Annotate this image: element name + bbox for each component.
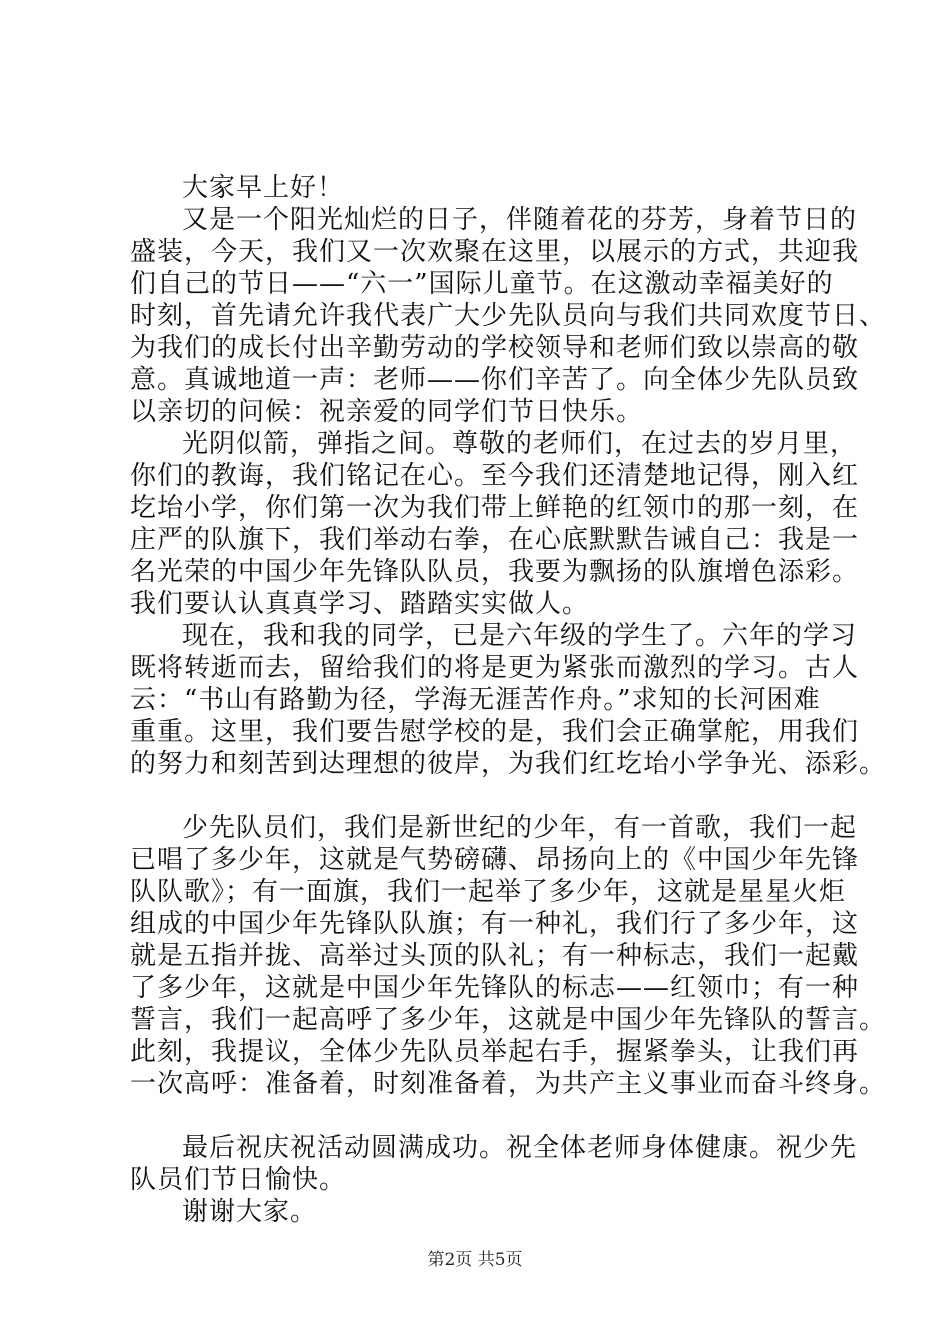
paragraph-1-line-4: 时刻，首先请允许我代表广大少先队员向与我们共同欢度节日、 (130, 301, 887, 331)
paragraph-2-line-4: 庄严的队旗下，我们举动右拳，在心底默默告诫自己：我是一 (130, 525, 860, 555)
paragraph-2-line-6: 我们要认认真真学习、踏踏实实做人。 (130, 589, 590, 619)
document-body (130, 172, 887, 1228)
paragraph-4-line-1: 少先队员们，我们是新世纪的少年，有一首歌，我们一起 (182, 813, 858, 843)
paragraph-3-line-1: 现在，我和我的同学，已是六年级的学生了。六年的学习 (182, 621, 858, 651)
paragraph-2-line-1: 光阴似箭，弹指之间。尊敬的老师们，在过去的岁月里， (182, 429, 858, 459)
page-footer: 第2页 共5页 (427, 1250, 523, 1270)
paragraph-1-line-7: 以亲切的问候：祝亲爱的同学们节日快乐。 (130, 397, 644, 427)
paragraph-3-line-3: 云：“书山有路勤为径，学海无涯苦作舟。”求知的长河困难 (130, 685, 821, 715)
paragraph-3-line-2: 既将转逝而去，留给我们的将是更为紧张而激烈的学习。古人 (130, 653, 860, 683)
paragraph-gap (130, 1100, 850, 1132)
paragraph-4-line-6: 了多少年，这就是中国少年先锋队的标志——红领巾；有一种 (130, 973, 860, 1003)
paragraph-2-line-5: 名光荣的中国少年先锋队队员，我要为飘扬的队旗增色添彩。 (130, 557, 860, 587)
paragraph-4-line-2: 已唱了多少年，这就是气势磅礴、昂扬向上的《中国少年先锋 (130, 845, 860, 875)
paragraph-4-line-7: 誓言，我们一起高呼了多少年，这就是中国少年先锋队的誓言。 (130, 1005, 887, 1035)
closing-line: 谢谢大家。 (182, 1197, 318, 1227)
paragraph-4-line-4: 组成的中国少年先锋队队旗；有一种礼，我们行了多少年，这 (130, 909, 860, 939)
paragraph-4-line-3: 队队歌》；有一面旗，我们一起举了多少年，这就是星星火炬 (130, 877, 847, 907)
paragraph-1-line-1: 又是一个阳光灿烂的日子，伴随着花的芬芳，身着节日的 (182, 205, 858, 235)
paragraph-1-line-2: 盛装，今天，我们又一次欢聚在这里，以展示的方式，共迎我 (130, 237, 860, 267)
greeting-line: 大家早上好！ (182, 173, 345, 203)
paragraph-2-line-2: 你们的教诲，我们铭记在心。至今我们还清楚地记得，刚入红 (130, 461, 860, 491)
paragraph-2-line-3: 圪坮小学，你们第一次为我们带上鲜艳的红领巾的那一刻，在 (130, 493, 860, 523)
paragraph-4-line-8: 此刻，我提议，全体少先队员举起右手，握紧拳头，让我们再 (130, 1037, 860, 1067)
paragraph-3-line-4: 重重。这里，我们要告慰学校的是，我们会正确掌舵，用我们 (130, 717, 860, 747)
paragraph-4-line-9: 一次高呼：准备着，时刻准备着，为共产主义事业而奋斗终身。 (130, 1069, 887, 1099)
paragraph-1-line-6: 意。真诚地道一声：老师——你们辛苦了。向全体少先队员致 (130, 365, 860, 395)
paragraph-1-line-5: 为我们的成长付出辛勤劳动的学校领导和老师们致以崇高的敬 (130, 333, 860, 363)
paragraph-4-line-5: 就是五指并拢、高举过头顶的队礼；有一种标志，我们一起戴 (130, 941, 860, 971)
paragraph-1-line-3: 们自己的节日——“六一”国际儿童节。在这激动幸福美好的 (130, 269, 834, 299)
paragraph-3-line-5: 的努力和刻苦到达理想的彼岸，为我们红圪坮小学争光、添彩。 (130, 749, 887, 779)
paragraph-5-line-2: 队员们节日愉快。 (130, 1165, 347, 1195)
paragraph-gap (130, 780, 850, 812)
paragraph-5-line-1: 最后祝庆祝活动圆满成功。祝全体老师身体健康。祝少先 (182, 1133, 858, 1163)
